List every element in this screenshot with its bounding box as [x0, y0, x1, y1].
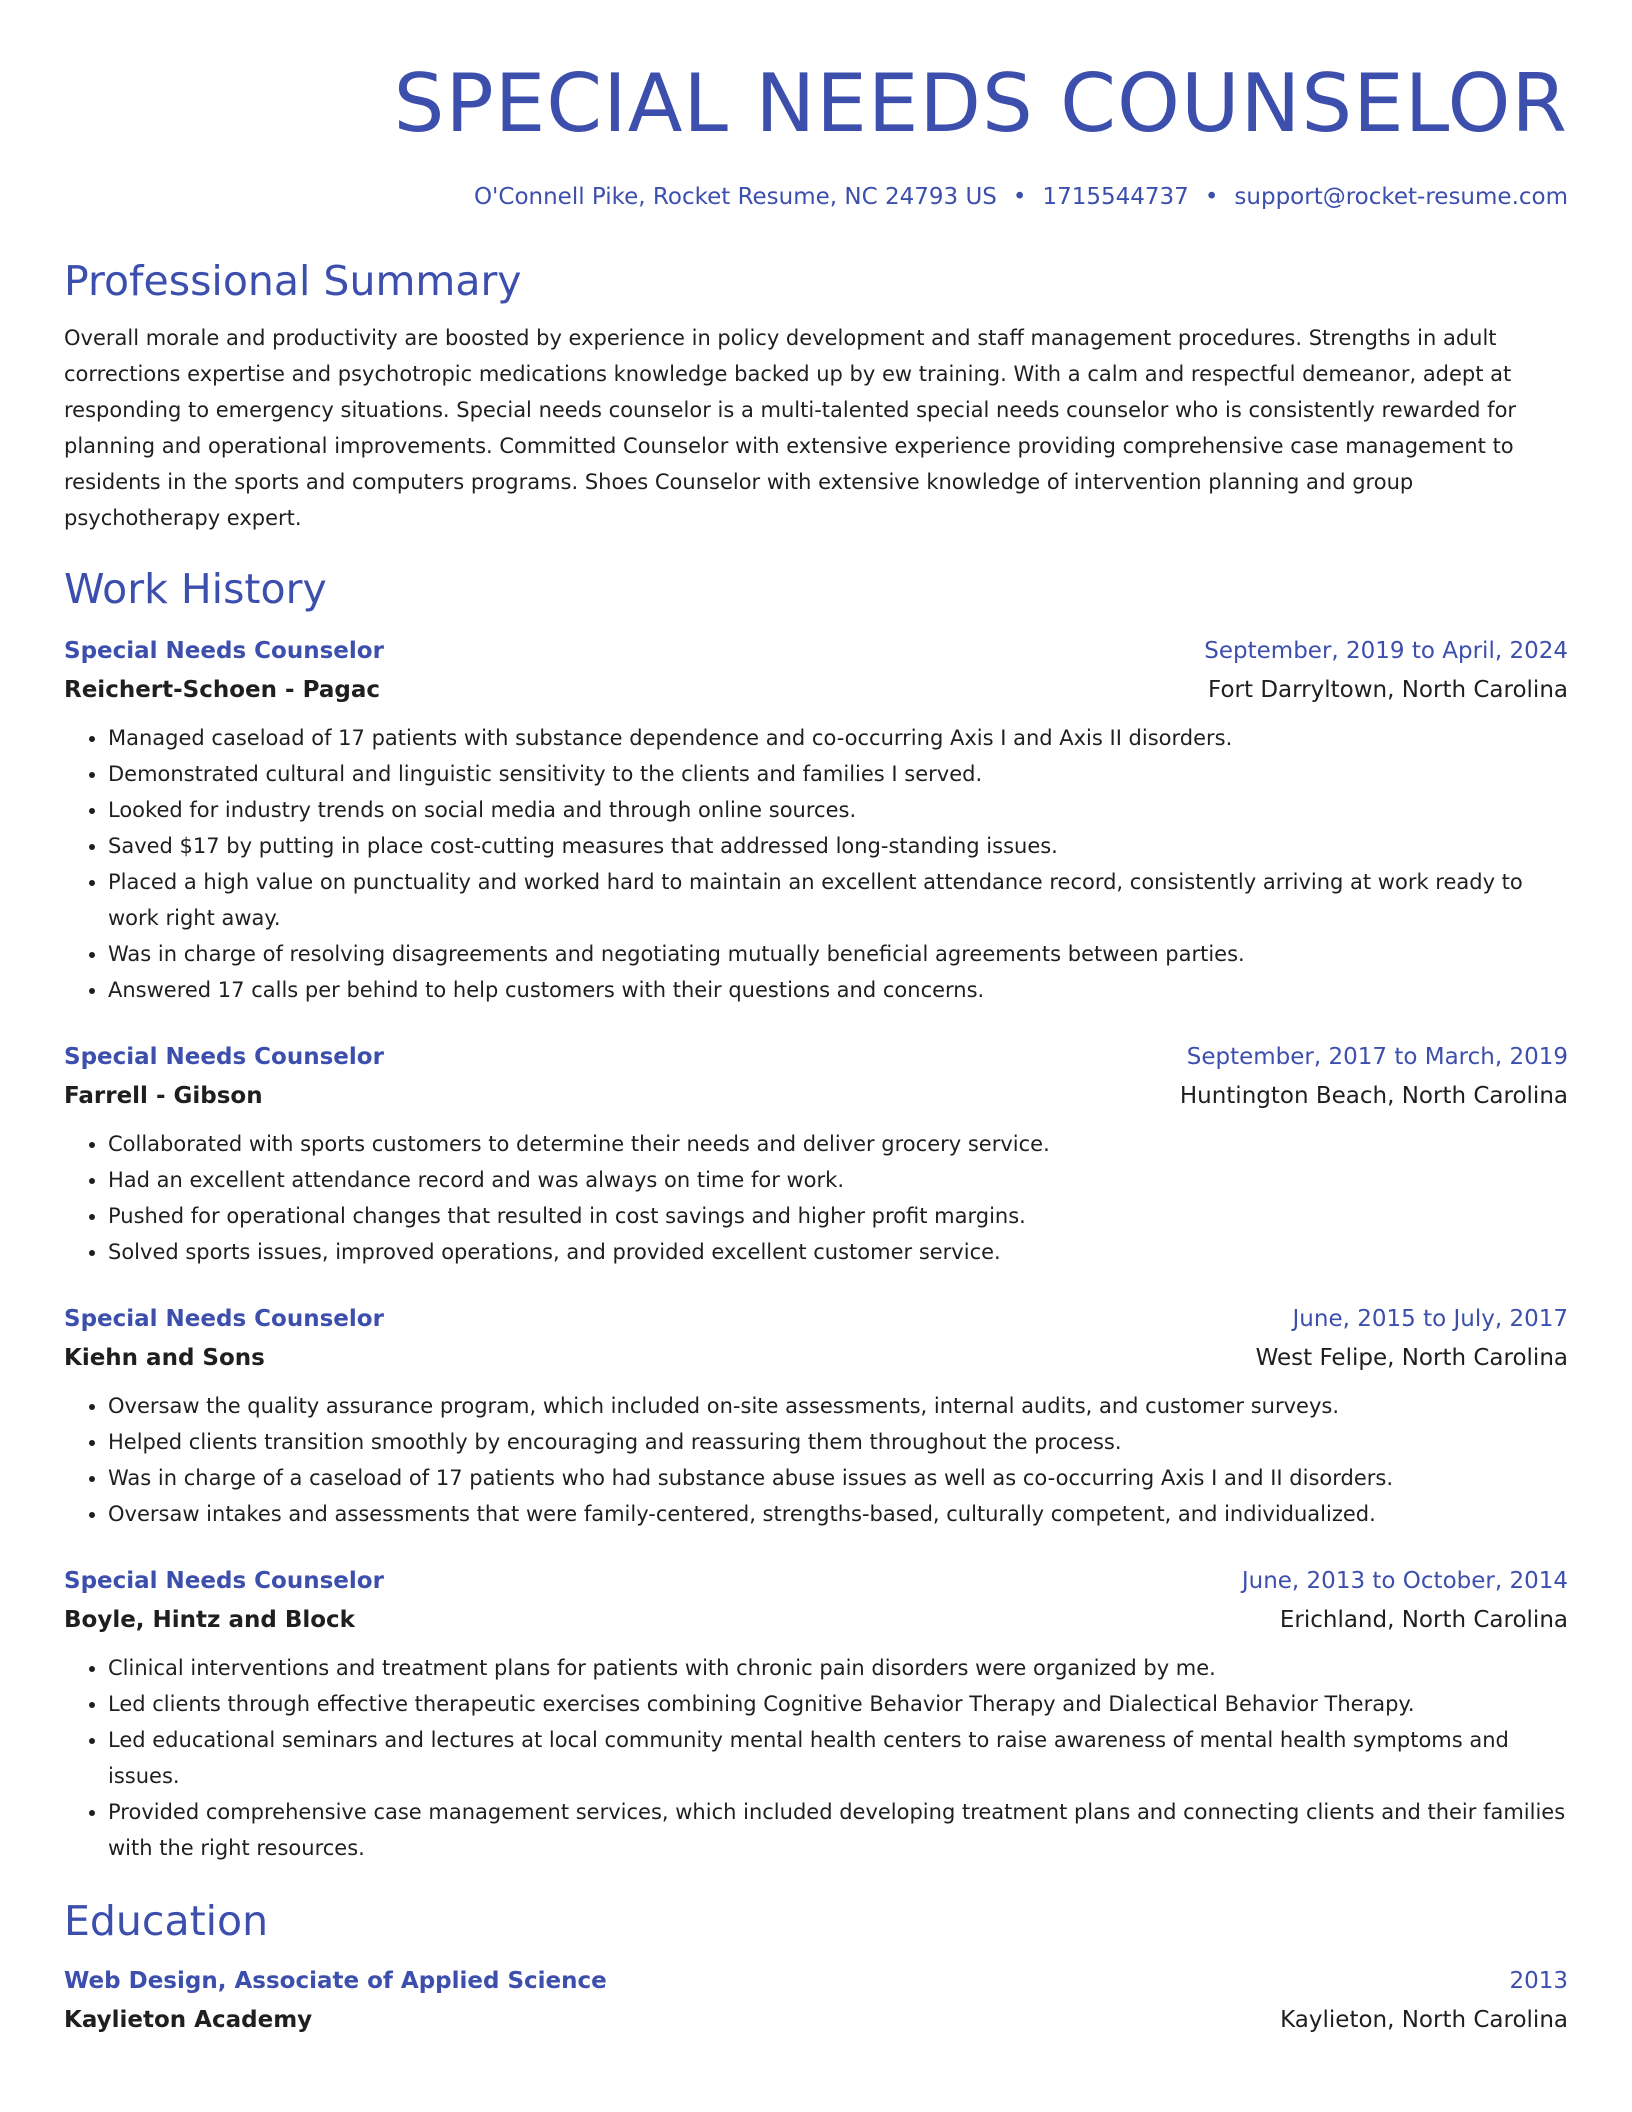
job-entry [64, 1562, 1568, 1866]
summary-text: Overall morale and productivity are boosted by experience in policy development and staff management procedures. Strengths in adult corrections expertise and psychotropic medications knowledge backed up by ew training. With a calm and respectful demeanor, adept at responding to emergency situations. Special needs counselor is a multi-talented special needs counselor who is consistently rewarded for planning and operational improvements. Committed Counselor with extensive experience providing comprehensive case management to residents in the sports and computers programs. Shoes Counselor with extensive knowledge of intervention planning and group psychotherapy expert. [64, 326, 1517, 530]
education-degree-row [64, 1962, 1568, 2000]
work-history-list [64, 632, 1568, 1866]
job-location: Huntington Beach, North Carolina [1179, 1083, 1568, 1109]
job-company: Reichert-Schoen - Pagac [64, 677, 380, 703]
resume-name: SPECIAL NEEDS COUNSELOR [393, 57, 1568, 150]
job-bullets [64, 1126, 1568, 1270]
job-location: West Felipe, North Carolina [1255, 1345, 1568, 1371]
resume-header [64, 0, 1568, 212]
job-bullet: • Demonstrated cultural and linguistic sensitivity to the clients and families I served. [108, 756, 1568, 792]
work-history-heading: Work History [64, 565, 327, 613]
job-title: Special Needs Counselor [64, 1568, 384, 1594]
job-company: Farrell - Gibson [64, 1083, 263, 1109]
job-company-row [64, 1600, 1568, 1640]
job-bullet: • Was in charge of resolving disagreements and negotiating mutually beneficial agreements between parties. [108, 936, 1568, 972]
job-bullet: • Oversaw the quality assurance program, which included on-site assessments, internal audits, and customer surveys. [108, 1388, 1568, 1424]
job-dates: September, 2019 to April, 2024 [1204, 638, 1568, 664]
education-degree: Web Design, Associate of Applied Science [64, 1968, 607, 1994]
job-title: Special Needs Counselor [64, 638, 384, 664]
job-title-row [64, 1038, 1568, 1076]
education-school: Kaylieton Academy [64, 2007, 313, 2033]
job-bullet: • Helped clients transition smoothly by encouraging and reassuring them throughout the process. [108, 1424, 1568, 1460]
job-title: Special Needs Counselor [64, 1044, 384, 1070]
job-entry [64, 632, 1568, 1008]
job-company: Boyle, Hintz and Block [64, 1607, 355, 1633]
job-bullet: • Looked for industry trends on social media and through online sources. [108, 792, 1568, 828]
job-company-row [64, 1338, 1568, 1378]
job-title-row [64, 1300, 1568, 1338]
contact-line [64, 182, 1568, 212]
education-entry [64, 1962, 1568, 2040]
contact-phone: 1715544737 [1042, 184, 1189, 210]
job-bullet: • Was in charge of a caseload of 17 patients who had substance abuse issues as well as co-occurring Axis I and II disorders. [108, 1460, 1568, 1496]
job-bullets [64, 1388, 1568, 1532]
job-bullet: • Solved sports issues, improved operations, and provided excellent customer service. [108, 1234, 1568, 1270]
contact-separator: • [1204, 184, 1219, 210]
job-bullet: • Saved $17 by putting in place cost-cutting measures that addressed long-standing issues. [108, 828, 1568, 864]
job-bullet: • Led educational seminars and lectures at local community mental health centers to raise awareness of mental health symptoms and issues. [108, 1722, 1568, 1794]
job-bullet: • Provided comprehensive case management services, which included developing treatment plans and connecting clients and their families with the right resources. [108, 1794, 1568, 1866]
education-school-row [64, 2000, 1568, 2040]
job-company-row [64, 1076, 1568, 1116]
job-location: Fort Darryltown, North Carolina [1208, 677, 1568, 703]
job-bullet: • Had an excellent attendance record and was always on time for work. [108, 1162, 1568, 1198]
education-heading: Education [64, 1897, 269, 1945]
job-company: Kiehn and Sons [64, 1345, 265, 1371]
job-entry [64, 1300, 1568, 1532]
job-bullet: • Answered 17 calls per behind to help customers with their questions and concerns. [108, 972, 1568, 1008]
job-bullets [64, 1650, 1568, 1866]
job-dates: June, 2013 to October, 2014 [1241, 1568, 1568, 1594]
contact-separator: • [1012, 184, 1027, 210]
summary-heading: Professional Summary [64, 257, 522, 305]
job-bullet: • Placed a high value on punctuality and worked hard to maintain an excellent attendance record, consistently arriving at work ready to work right away. [108, 864, 1568, 936]
job-bullet: • Pushed for operational changes that resulted in cost savings and higher profit margins. [108, 1198, 1568, 1234]
contact-email: support@rocket-resume.com [1234, 184, 1568, 210]
job-bullet: • Oversaw intakes and assessments that were family-centered, strengths-based, culturally competent, and individualized. [108, 1496, 1568, 1532]
job-location: Erichland, North Carolina [1279, 1607, 1568, 1633]
job-entry [64, 1038, 1568, 1270]
job-dates: September, 2017 to March, 2019 [1186, 1044, 1568, 1070]
contact-address: O'Connell Pike, Rocket Resume, NC 24793 US [473, 184, 997, 210]
job-bullets [64, 720, 1568, 1008]
job-title-row [64, 1562, 1568, 1600]
job-company-row [64, 670, 1568, 710]
job-title: Special Needs Counselor [64, 1306, 384, 1332]
job-title-row [64, 632, 1568, 670]
job-bullet: • Clinical interventions and treatment plans for patients with chronic pain disorders were organized by me. [108, 1650, 1568, 1686]
education-location: Kaylieton, North Carolina [1280, 2007, 1568, 2033]
job-bullet: • Managed caseload of 17 patients with substance dependence and co-occurring Axis I and Axis II disorders. [108, 720, 1568, 756]
education-year: 2013 [1509, 1968, 1568, 1994]
job-bullet: • Led clients through effective therapeutic exercises combining Cognitive Behavior Therapy and Dialectical Behavior Therapy. [108, 1686, 1568, 1722]
job-bullet: • Collaborated with sports customers to determine their needs and deliver grocery service. [108, 1126, 1568, 1162]
job-dates: June, 2015 to July, 2017 [1292, 1306, 1568, 1332]
